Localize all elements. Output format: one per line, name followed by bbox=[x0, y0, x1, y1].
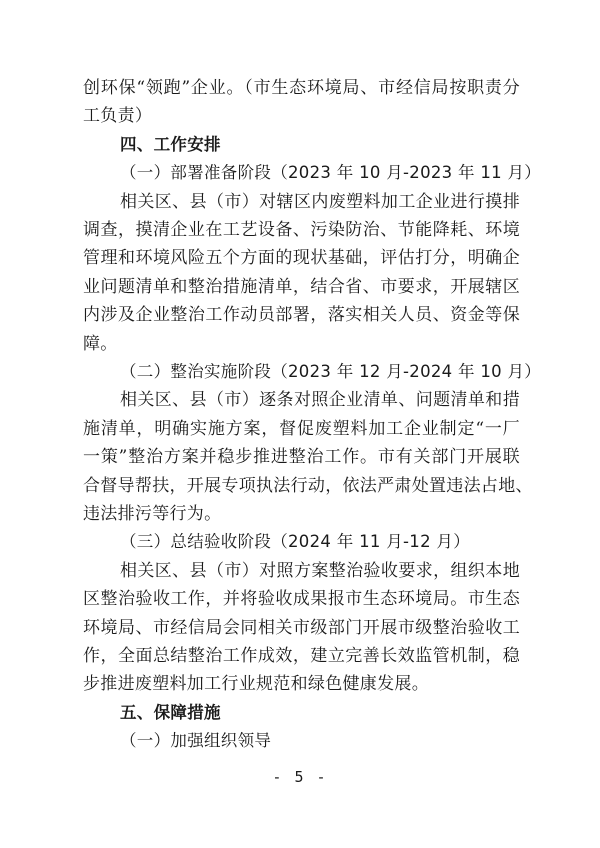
text-line: 步推进废塑料加工行业规范和绿色健康发展。 bbox=[83, 674, 429, 695]
text-line: 违法排污等行为。 bbox=[83, 504, 222, 524]
text-line: 相关区、县（市）对辖区内废塑料加工企业进行摸排 bbox=[120, 191, 520, 212]
text-line: 施清单，明确实施方案，督促废塑料加工企业制定“一厂 bbox=[83, 418, 520, 439]
subsection-heading: （三）总结验收阶段（2024 年 11 月-12 月） bbox=[120, 532, 471, 552]
text-line: 业问题清单和整治措施清单，结合省、市要求，开展辖区 bbox=[83, 276, 520, 297]
text-line: 内涉及企业整治工作动员部署，落实相关人员、资金等保 bbox=[83, 305, 520, 326]
text-line: 合督导帮扶，开展专项执法行动，依法严肃处置违法占地、 bbox=[83, 475, 533, 496]
text-line: 创环保“领跑”企业。（市生态环境局、市经信局按职责分 bbox=[83, 78, 520, 98]
text-line: 环境局、市经信局会同相关市级部门开展市级整治验收工 bbox=[83, 617, 520, 638]
page-number: - 5 - bbox=[272, 768, 328, 786]
section-heading: 四、工作安排 bbox=[120, 134, 221, 154]
subsection-heading: （二）整治实施阶段（2023 年 12 月-2024 年 10 月） bbox=[120, 362, 542, 381]
text-line: 区整治验收工作，并将验收成果报市生态环境局。市生态 bbox=[83, 589, 520, 610]
text-line: 工负责） bbox=[83, 106, 153, 127]
subsection-heading: （一）加强组织领导 bbox=[120, 731, 272, 751]
text-line: 障。 bbox=[83, 333, 118, 354]
subsection-heading: （一）部署准备阶段（2023 年 10 月-2023 年 11 月） bbox=[120, 163, 542, 183]
text-line: 作，全面总结整治工作成效，建立完善长效监管机制，稳 bbox=[83, 646, 520, 666]
text-line: 一策”整治方案并稳步推进整治工作。市有关部门开展联 bbox=[83, 447, 520, 468]
text-line: 管理和环境风险五个方面的现状基础，评估打分，明确企 bbox=[83, 248, 520, 269]
text-line: 相关区、县（市）逐条对照企业清单、问题清单和措 bbox=[120, 390, 520, 411]
text-line: 相关区、县（市）对照方案整治验收要求，组织本地 bbox=[120, 560, 520, 581]
text-line: 调查，摸清企业在工艺设备、污染防治、节能降耗、环境 bbox=[83, 220, 520, 240]
section-heading: 五、保障措施 bbox=[120, 702, 221, 722]
